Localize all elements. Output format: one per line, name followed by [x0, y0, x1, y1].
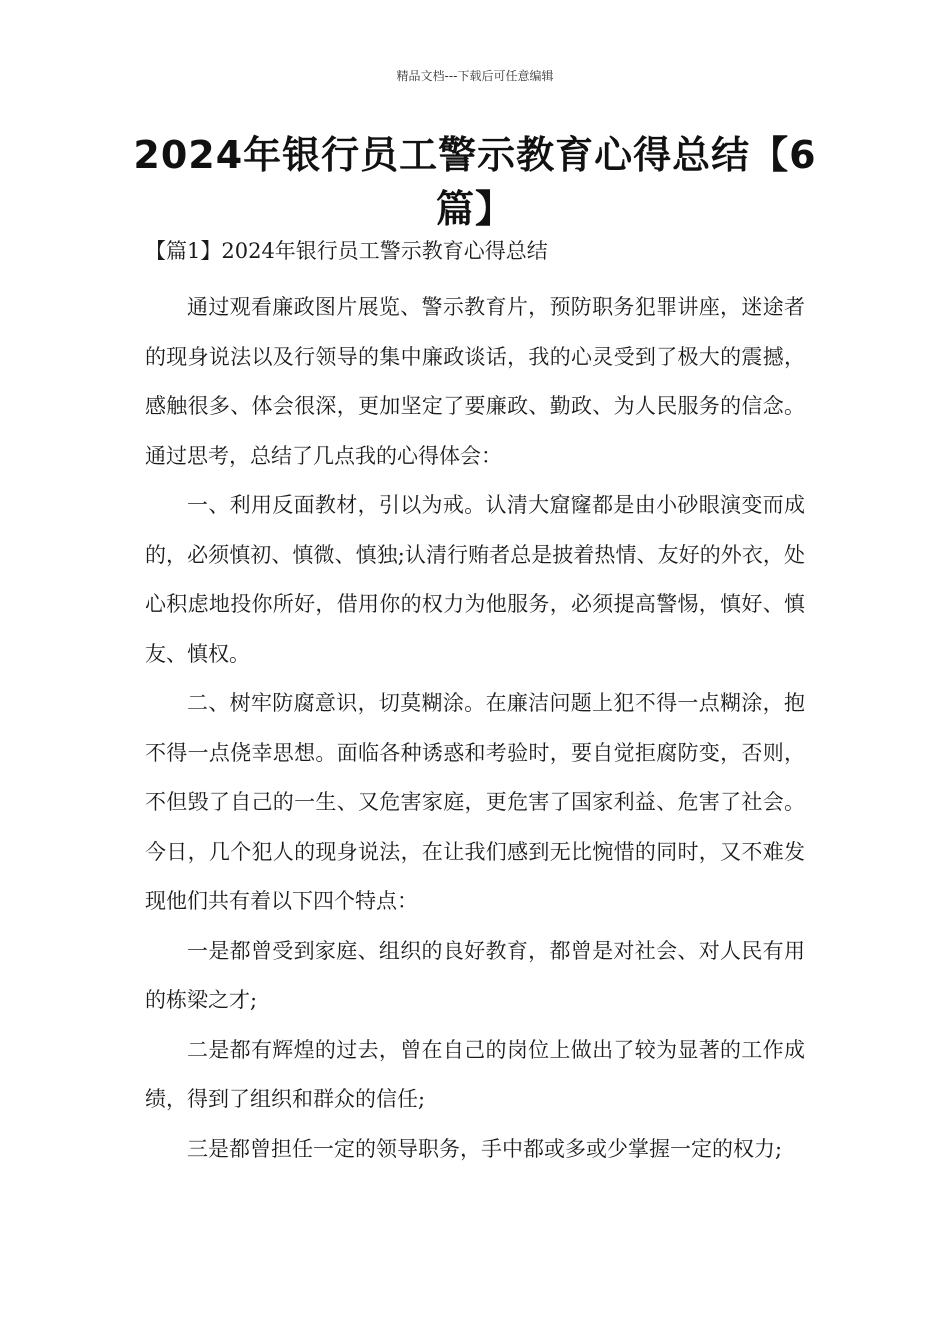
paragraph-feature-one: 一是都曾受到家庭、组织的良好教育，都曾是对社会、对人民有用的栋梁之才;: [145, 938, 805, 1012]
paragraph-point-one: 一、利用反面教材，引以为戒。认清大窟窿都是由小砂眼演变而成的，必须慎初、慎微、慎独;认清行贿者总是披着热情、友好的外衣，处心积虑地投你所好，借用你的权力为他服务，必须提高警惕，慎好、慎友、慎权。: [145, 493, 805, 666]
paragraph-feature-three: 三是都曾担任一定的领导职务，手中都或多或少掌握一定的权力;: [187, 1136, 783, 1161]
section-heading: 【篇1】2024年银行员工警示教育心得总结: [145, 239, 548, 263]
document-body: [145, 283, 805, 1174]
paragraph-intro: 通过观看廉政图片展览、警示教育片，预防职务犯罪讲座，迷途者的现身说法以及行领导的集中廉政谈话，我的心灵受到了极大的震撼，感触很多、体会很深，更加坚定了要廉政、勤政、为人民服务的信念。通过思考，总结了几点我的心得体会：: [145, 295, 805, 468]
document-title: 2024年银行员工警示教育心得总结【6篇】: [133, 133, 817, 231]
paragraph-point-two: 二、树牢防腐意识，切莫糊涂。在廉洁问题上犯不得一点糊涂，抱不得一点侥幸思想。面临各种诱惑和考验时，要自觉拒腐防变，否则，不但毁了自己的一生、又危害家庭，更危害了国家利益、危害了社会。今日，几个犯人的现身说法，在让我们感到无比惋惜的同时，又不难发现他们共有着以下四个特点：: [145, 691, 805, 913]
header-note: 精品文档---下载后可任意编辑: [396, 69, 554, 83]
paragraph-feature-two: 二是都有辉煌的过去，曾在自己的岗位上做出了较为显著的工作成绩，得到了组织和群众的信任;: [145, 1037, 805, 1111]
